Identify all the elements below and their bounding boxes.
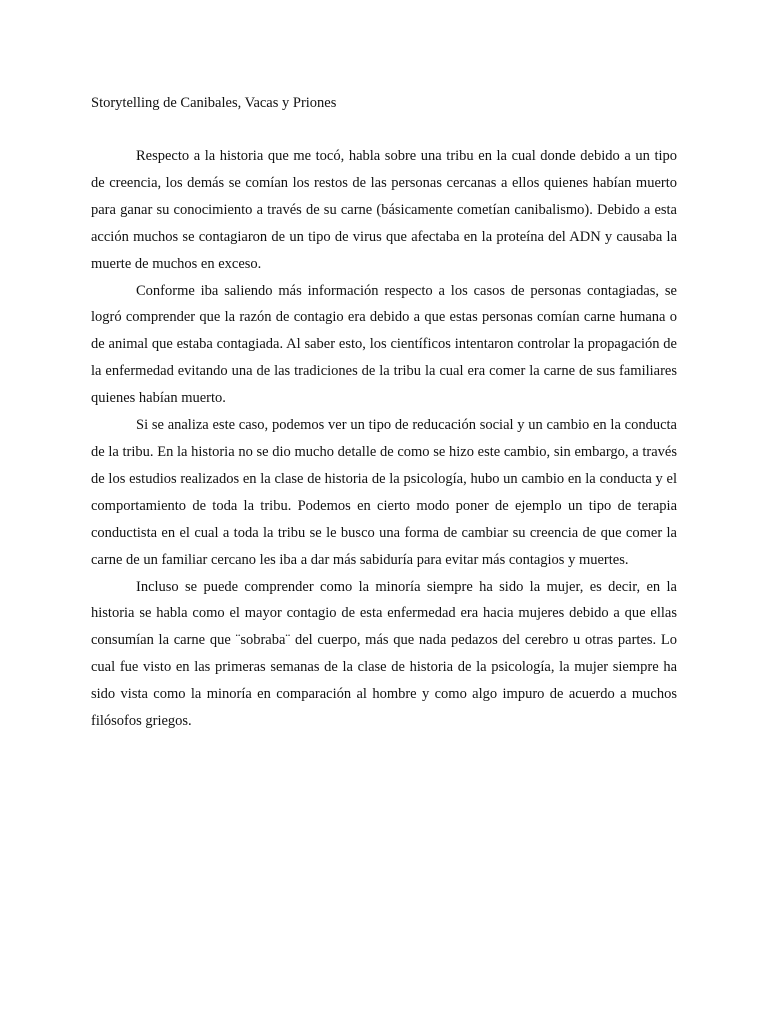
paragraph-1: Respecto a la historia que me tocó, habla sobre una tribu en la cual donde debido a un tipo de creencia, los demás se comían los restos de las personas cercanas a ellos quienes habían muerto para ganar su conocimiento a través de su carne (básicamente cometían canibalismo). Debido a esta acción muchos se contagiaron de un tipo de virus que afectaba en la proteína del ADN y causaba la muerte de muchos en exceso. <box>91 148 677 272</box>
document-title: Storytelling de Canibales, Vacas y Priones <box>91 95 337 111</box>
paragraph-2: Conforme iba saliendo más información respecto a los casos de personas contagiadas, se logró comprender que la razón de contagio era debido a que estas personas comían carne humana o de animal que estaba contagiada. Al saber esto, los científicos intentaron controlar la propagación de la enfermedad evitando una de las tradiciones de la tribu la cual era comer la carne de sus familiares quienes habían muerto. <box>91 282 677 407</box>
title-spacer <box>91 117 677 143</box>
document-body <box>91 90 677 735</box>
paragraph-4: Incluso se puede comprender como la minoría siempre ha sido la mujer, es decir, en la historia se habla como el mayor contagio de esta enfermedad era hacia mujeres debido a que ellas consumían la carne que ¨sobraba¨ del cuerpo, más que nada pedazos del cerebro u otras partes. Lo cual fue visto en las primeras semanas de la clase de historia de la psicología, la mujer siempre ha sido vista como la minoría en comparación al hombre y como algo impuro de acuerdo a muchos filósofos griegos. <box>91 578 677 730</box>
paragraph-3: Si se analiza este caso, podemos ver un tipo de reducación social y un cambio en la conducta de la tribu. En la historia no se dio mucho detalle de como se hizo este cambio, sin embargo, a través de los estudios realizados en la clase de historia de la psicología, hubo un cambio en la conducta y el comportamiento de toda la tribu. Podemos en cierto modo poner de ejemplo un tipo de terapia conductista en el cual a toda la tribu se le busco una forma de cambiar su creencia de que comer la carne de un familiar cercano les iba a dar más sabiduría para evitar más contagios y muertes. <box>91 417 677 568</box>
